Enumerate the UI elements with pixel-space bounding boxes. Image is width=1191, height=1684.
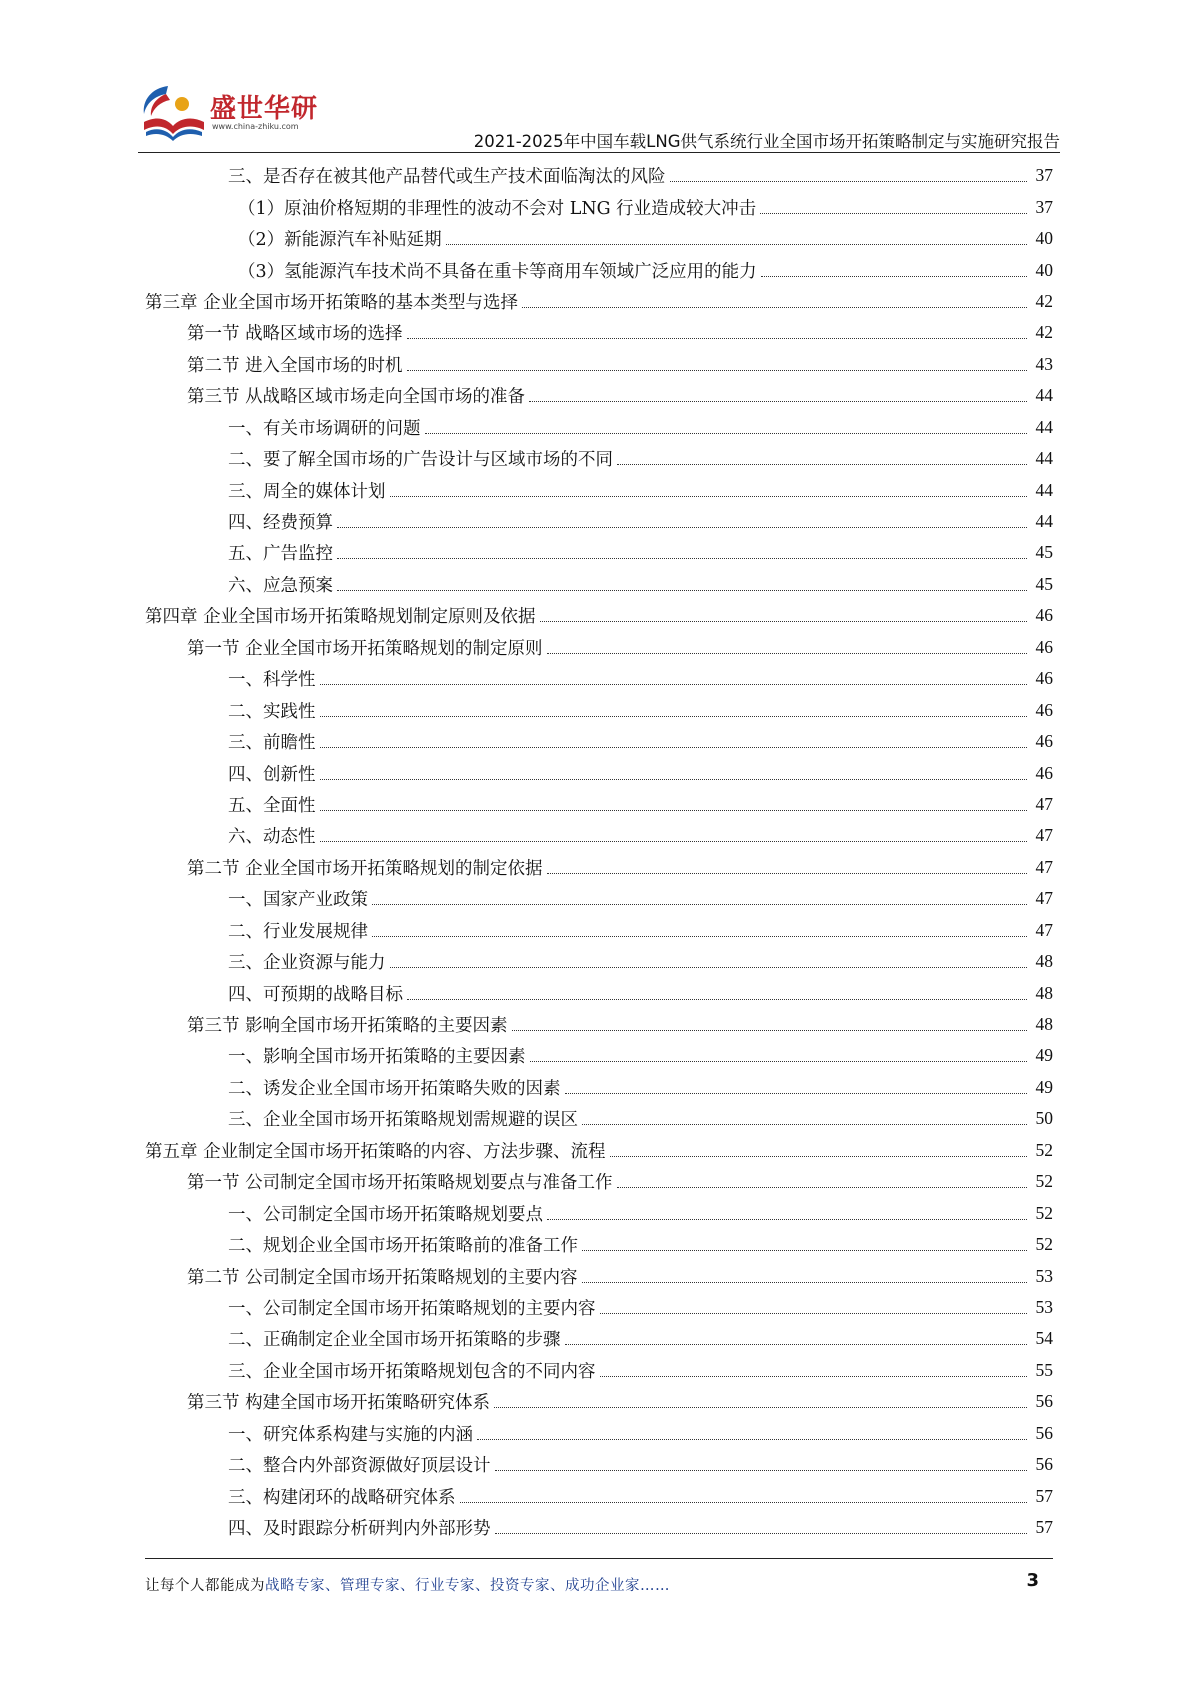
toc-entry-title: 五、全面性 xyxy=(228,795,316,816)
toc-entry[interactable] xyxy=(145,474,1053,505)
toc-dot-leader xyxy=(390,496,1028,497)
toc-entry[interactable] xyxy=(145,223,1053,254)
toc-dot-leader xyxy=(582,1124,1027,1125)
toc-entry-page: 56 xyxy=(1035,1454,1053,1475)
toc-entry[interactable] xyxy=(145,349,1053,380)
toc-entry-page: 48 xyxy=(1035,1014,1053,1035)
toc-entry-title: 第四章 企业全国市场开拓策略规划制定原则及依据 xyxy=(145,607,536,628)
toc-entry-page: 54 xyxy=(1035,1328,1053,1349)
toc-entry-title: 四、创新性 xyxy=(228,764,316,785)
toc-entry-title: 三、企业资源与能力 xyxy=(228,953,386,974)
toc-entry-title: 四、及时跟踪分析研判内外部形势 xyxy=(228,1519,491,1540)
toc-dot-leader xyxy=(407,999,1027,1000)
toc-entry-page: 45 xyxy=(1035,573,1053,594)
toc-entry-title: 三、周全的媒体计划 xyxy=(228,481,386,502)
toc-entry-title: 一、有关市场调研的问题 xyxy=(228,418,421,439)
toc-entry[interactable] xyxy=(145,286,1053,317)
toc-dot-leader xyxy=(547,653,1027,654)
toc-entry-page: 47 xyxy=(1035,856,1053,877)
toc-entry-title: 第二节 进入全国市场的时机 xyxy=(187,355,403,376)
footer-divider xyxy=(145,1558,1053,1559)
toc-entry[interactable] xyxy=(145,317,1053,348)
toc-entry-title: 第一节 公司制定全国市场开拓策略规划要点与准备工作 xyxy=(187,1173,613,1194)
toc-entry-page: 47 xyxy=(1035,793,1053,814)
slogan-highlight: 战略专家、管理专家、行业专家、投资专家、成功企业家…… xyxy=(265,1578,670,1594)
toc-entry-title: 第三节 构建全国市场开拓策略研究体系 xyxy=(187,1393,491,1414)
toc-dot-leader xyxy=(547,1219,1027,1220)
toc-entry-title: 三、是否存在被其他产品替代或生产技术面临淘汰的风险 xyxy=(228,167,666,188)
page-number: 3 xyxy=(1026,1570,1039,1591)
toc-entry-page: 44 xyxy=(1035,448,1053,469)
toc-entry-page: 47 xyxy=(1035,825,1053,846)
toc-entry-page: 37 xyxy=(1035,165,1053,186)
toc-entry-title: 二、正确制定企业全国市场开拓策略的步骤 xyxy=(228,1330,561,1351)
toc-entry-title: 一、研究体系构建与实施的内涵 xyxy=(228,1424,473,1445)
toc-entry-title: 第二节 公司制定全国市场开拓策略规划的主要内容 xyxy=(187,1267,578,1288)
toc-entry-page: 42 xyxy=(1035,290,1053,311)
toc-entry-page: 53 xyxy=(1035,1265,1053,1286)
toc-dot-leader xyxy=(600,1376,1028,1377)
toc-dot-leader xyxy=(320,841,1028,842)
toc-dot-leader xyxy=(337,527,1027,528)
toc-dot-leader xyxy=(495,1470,1028,1471)
toc-dot-leader xyxy=(530,1061,1028,1062)
toc-entry-title: 三、企业全国市场开拓策略规划包含的不同内容 xyxy=(228,1361,596,1382)
toc-entry[interactable] xyxy=(145,380,1053,411)
toc-entry[interactable] xyxy=(145,1512,1053,1543)
toc-dot-leader xyxy=(512,1030,1027,1031)
toc-entry[interactable] xyxy=(145,1260,1053,1291)
toc-dot-leader xyxy=(522,307,1027,308)
toc-dot-leader xyxy=(320,684,1028,685)
table-of-contents xyxy=(145,160,1053,1543)
toc-dot-leader xyxy=(372,904,1027,905)
report-title: 2021-2025年中国车载LNG供气系统行业全国市场开拓策略制定与实施研究报告 xyxy=(473,132,1060,151)
page-footer xyxy=(145,1570,1053,1598)
toc-entry[interactable] xyxy=(145,1418,1053,1449)
toc-entry[interactable] xyxy=(145,1166,1053,1197)
toc-dot-leader xyxy=(337,590,1027,591)
toc-entry[interactable] xyxy=(145,789,1053,820)
toc-entry-title: 四、经费预算 xyxy=(228,513,333,534)
toc-entry-page: 46 xyxy=(1035,699,1053,720)
toc-entry-page: 50 xyxy=(1035,1108,1053,1129)
toc-entry-page: 44 xyxy=(1035,479,1053,500)
toc-entry-title: 一、公司制定全国市场开拓策略规划的主要内容 xyxy=(228,1298,596,1319)
toc-entry-title: （1）原油价格短期的非理性的波动不会对 LNG 行业造成较大冲击 xyxy=(238,198,757,219)
logo-book-icon xyxy=(138,82,208,144)
toc-dot-leader xyxy=(582,1282,1027,1283)
toc-entry[interactable] xyxy=(145,254,1053,285)
toc-dot-leader xyxy=(407,338,1027,339)
toc-entry[interactable] xyxy=(145,1449,1053,1480)
toc-entry-page: 46 xyxy=(1035,731,1053,752)
toc-entry-title: 三、前瞻性 xyxy=(228,733,316,754)
toc-entry-page: 55 xyxy=(1035,1359,1053,1380)
toc-dot-leader xyxy=(337,558,1027,559)
toc-dot-leader xyxy=(617,1187,1027,1188)
toc-entry-page: 44 xyxy=(1035,416,1053,437)
toc-entry[interactable] xyxy=(145,663,1053,694)
toc-entry-page: 47 xyxy=(1035,919,1053,940)
toc-entry[interactable] xyxy=(145,946,1053,977)
toc-entry[interactable] xyxy=(145,757,1053,788)
toc-dot-leader xyxy=(425,433,1028,434)
toc-entry[interactable] xyxy=(145,1386,1053,1417)
toc-dot-leader xyxy=(460,1502,1028,1503)
toc-entry-title: 第三章 企业全国市场开拓策略的基本类型与选择 xyxy=(145,292,519,313)
toc-entry-title: 一、科学性 xyxy=(228,670,316,691)
toc-entry-page: 43 xyxy=(1035,353,1053,374)
toc-entry-page: 48 xyxy=(1035,951,1053,972)
brand-url: www.china-zhiku.com xyxy=(212,122,299,131)
toc-entry-title: 四、可预期的战略目标 xyxy=(228,984,403,1005)
toc-entry[interactable] xyxy=(145,1323,1053,1354)
toc-entry[interactable] xyxy=(145,726,1053,757)
toc-entry-page: 57 xyxy=(1035,1517,1053,1538)
toc-entry-page: 44 xyxy=(1035,385,1053,406)
toc-entry-title: 六、应急预案 xyxy=(228,575,333,596)
toc-dot-leader xyxy=(565,1344,1028,1345)
toc-entry-title: 第三节 从战略区域市场走向全国市场的准备 xyxy=(187,387,526,408)
toc-entry-page: 52 xyxy=(1035,1171,1053,1192)
toc-entry-page: 40 xyxy=(1035,228,1053,249)
toc-entry[interactable] xyxy=(145,1103,1053,1134)
toc-dot-leader xyxy=(540,621,1027,622)
toc-entry[interactable] xyxy=(145,412,1053,443)
toc-entry-title: 五、广告监控 xyxy=(228,544,333,565)
toc-entry-page: 49 xyxy=(1035,1045,1053,1066)
toc-entry[interactable] xyxy=(145,1009,1053,1040)
toc-dot-leader xyxy=(446,244,1027,245)
toc-entry-page: 37 xyxy=(1035,196,1053,217)
toc-entry-title: 第一节 战略区域市场的选择 xyxy=(187,324,403,345)
toc-dot-leader xyxy=(760,213,1027,214)
toc-entry[interactable] xyxy=(145,915,1053,946)
slogan-prefix: 让每个人都能成为 xyxy=(145,1578,265,1594)
toc-dot-leader xyxy=(320,747,1028,748)
company-logo xyxy=(138,82,318,142)
toc-entry-title: 二、整合内外部资源做好顶层设计 xyxy=(228,1456,491,1477)
toc-dot-leader xyxy=(495,1533,1028,1534)
page-header xyxy=(138,78,1060,156)
toc-dot-leader xyxy=(320,810,1028,811)
toc-dot-leader xyxy=(390,967,1028,968)
toc-entry-title: 三、企业全国市场开拓策略规划需规避的误区 xyxy=(228,1110,578,1131)
toc-entry-page: 52 xyxy=(1035,1139,1053,1160)
toc-entry-page: 40 xyxy=(1035,259,1053,280)
footer-slogan xyxy=(145,1574,670,1595)
toc-entry-title: （3）氢能源汽车技术尚不具备在重卡等商用车领域广泛应用的能力 xyxy=(238,261,757,282)
toc-entry-page: 53 xyxy=(1035,1296,1053,1317)
toc-entry-title: 二、规划企业全国市场开拓策略前的准备工作 xyxy=(228,1236,578,1257)
toc-entry-page: 45 xyxy=(1035,542,1053,563)
toc-dot-leader xyxy=(582,1250,1027,1251)
toc-entry-page: 56 xyxy=(1035,1422,1053,1443)
toc-dot-leader xyxy=(565,1093,1028,1094)
toc-entry-title: 第一节 企业全国市场开拓策略规划的制定原则 xyxy=(187,638,543,659)
toc-entry[interactable] xyxy=(145,537,1053,568)
toc-dot-leader xyxy=(372,936,1027,937)
toc-entry[interactable] xyxy=(145,1040,1053,1071)
toc-entry[interactable] xyxy=(145,1480,1053,1511)
toc-dot-leader xyxy=(529,401,1027,402)
toc-dot-leader xyxy=(600,1313,1028,1314)
toc-dot-leader xyxy=(670,181,1028,182)
toc-entry-title: 一、影响全国市场开拓策略的主要因素 xyxy=(228,1047,526,1068)
toc-entry[interactable] xyxy=(145,1229,1053,1260)
toc-entry[interactable] xyxy=(145,160,1053,191)
toc-entry-page: 52 xyxy=(1035,1202,1053,1223)
toc-entry-page: 57 xyxy=(1035,1485,1053,1506)
toc-entry-title: 一、公司制定全国市场开拓策略规划要点 xyxy=(228,1204,543,1225)
toc-entry-page: 46 xyxy=(1035,636,1053,657)
toc-entry[interactable] xyxy=(145,1135,1053,1166)
toc-entry-page: 49 xyxy=(1035,1076,1053,1097)
toc-entry[interactable] xyxy=(145,632,1053,663)
toc-entry[interactable] xyxy=(145,191,1053,222)
brand-name: 盛世华研 xyxy=(210,94,319,124)
toc-entry-page: 56 xyxy=(1035,1391,1053,1412)
toc-entry-page: 47 xyxy=(1035,888,1053,909)
toc-entry-page: 52 xyxy=(1035,1234,1053,1255)
toc-dot-leader xyxy=(407,370,1027,371)
toc-entry[interactable] xyxy=(145,443,1053,474)
toc-entry-page: 46 xyxy=(1035,762,1053,783)
toc-entry[interactable] xyxy=(145,820,1053,851)
toc-entry[interactable] xyxy=(145,1355,1053,1386)
toc-entry-title: 二、实践性 xyxy=(228,701,316,722)
toc-entry-page: 42 xyxy=(1035,322,1053,343)
toc-entry[interactable] xyxy=(145,694,1053,725)
toc-entry[interactable] xyxy=(145,883,1053,914)
toc-entry[interactable] xyxy=(145,1292,1053,1323)
toc-entry-title: 六、动态性 xyxy=(228,827,316,848)
toc-dot-leader xyxy=(761,276,1027,277)
toc-dot-leader xyxy=(320,716,1028,717)
toc-entry-title: （2）新能源汽车补贴延期 xyxy=(238,230,442,251)
toc-entry[interactable] xyxy=(145,1072,1053,1103)
toc-entry[interactable] xyxy=(145,1197,1053,1228)
toc-entry[interactable] xyxy=(145,977,1053,1008)
toc-dot-leader xyxy=(617,464,1027,465)
toc-dot-leader xyxy=(320,779,1028,780)
header-divider xyxy=(138,152,1060,153)
toc-entry-title: 二、行业发展规律 xyxy=(228,921,368,942)
toc-entry[interactable] xyxy=(145,506,1053,537)
toc-dot-leader xyxy=(610,1156,1027,1157)
toc-dot-leader xyxy=(547,873,1027,874)
toc-entry[interactable] xyxy=(145,600,1053,631)
toc-entry-title: 二、诱发企业全国市场开拓策略失败的因素 xyxy=(228,1078,561,1099)
toc-entry-title: 二、要了解全国市场的广告设计与区域市场的不同 xyxy=(228,450,613,471)
toc-entry-title: 三、构建闭环的战略研究体系 xyxy=(228,1487,456,1508)
toc-entry[interactable] xyxy=(145,852,1053,883)
toc-entry[interactable] xyxy=(145,569,1053,600)
toc-entry-page: 44 xyxy=(1035,511,1053,532)
toc-entry-title: 一、国家产业政策 xyxy=(228,890,368,911)
toc-entry-title: 第三节 影响全国市场开拓策略的主要因素 xyxy=(187,1016,508,1037)
toc-entry-title: 第五章 企业制定全国市场开拓策略的内容、方法步骤、流程 xyxy=(145,1141,606,1162)
toc-entry-title: 第二节 企业全国市场开拓策略规划的制定依据 xyxy=(187,858,543,879)
toc-entry-page: 48 xyxy=(1035,982,1053,1003)
toc-entry-page: 46 xyxy=(1035,605,1053,626)
toc-entry-page: 46 xyxy=(1035,668,1053,689)
toc-dot-leader xyxy=(477,1439,1027,1440)
toc-dot-leader xyxy=(494,1407,1027,1408)
